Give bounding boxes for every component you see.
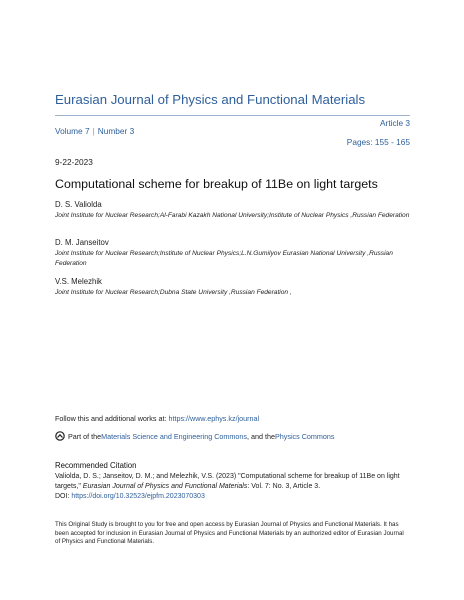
citation-text: [55, 472, 415, 503]
paper-title: Computational scheme for breakup of 11Be on light targets: [55, 177, 378, 191]
commons-link-physics[interactable]: Physics Commons: [274, 431, 335, 441]
publication-date: 9-22-2023: [55, 157, 93, 167]
commons-link-materials[interactable]: Materials Science and Engineering Commons: [101, 431, 247, 441]
recommended-citation-heading: Recommended Citation: [55, 461, 137, 470]
part-of-prefix: Part of the: [68, 431, 102, 441]
author-name: V.S. Melezhik: [55, 277, 102, 286]
citation-part1: Valiolda, D. S.; Janseitov, D. M.; and Melezhik, V.S. (2023) "Computational scheme for breakup of 11Be on light targets,": [55, 473, 400, 491]
author-affiliation: Joint Institute for Nuclear Research;Institute of Nuclear Physics;L.N.Gumilyov Eurasian National University ,Russian Federation: [55, 250, 393, 267]
journal-url-link[interactable]: https://www.ephys.kz/journal: [168, 414, 260, 423]
part-of-line: [55, 431, 335, 441]
issue-link[interactable]: Number 3: [97, 126, 135, 136]
doi-link[interactable]: https://doi.org/10.32523/ejpfm.2023070303: [71, 493, 205, 501]
author-name: D. M. Janseitov: [55, 238, 109, 247]
follow-line: [55, 414, 259, 423]
author-name: D. S. Valiolda: [55, 200, 102, 209]
footer-note: This Original Study is brought to you for free and open access by Eurasian Journal of Physics and Functional Materials. It has been accepted for inclusion in Eurasian Journal of Physics and Functional Materials by an authorized editor of Eurasian Journal of Physics and Functional Materials.: [55, 521, 404, 546]
volume-number-row: [55, 126, 134, 136]
volume-link[interactable]: Volume 7: [55, 126, 90, 136]
journal-title[interactable]: Eurasian Journal of Physics and Functional Materials: [55, 92, 366, 107]
header-divider: [55, 115, 410, 116]
author-affiliation: Joint Institute for Nuclear Research;Al-Farabi Kazakh National University;Institute of Nuclear Physics ,Russian Federation: [55, 212, 410, 219]
article-number[interactable]: Article 3: [380, 118, 410, 128]
separator: |: [92, 126, 95, 136]
citation-part2: : Vol. 7: No. 3, Article 3.: [247, 483, 321, 491]
citation-journal: Eurasian Journal of Physics and Functional Materials: [82, 483, 248, 491]
pages-range[interactable]: Pages: 155 - 165: [346, 137, 410, 147]
author-affiliation: Joint Institute for Nuclear Research;Dubna State University ,Russian Federation ,: [55, 289, 292, 296]
follow-text: Follow this and additional works at:: [55, 414, 169, 423]
doi-prefix: DOI:: [55, 493, 72, 501]
open-access-icon: [55, 431, 65, 441]
part-of-middle: , and the: [247, 431, 275, 441]
